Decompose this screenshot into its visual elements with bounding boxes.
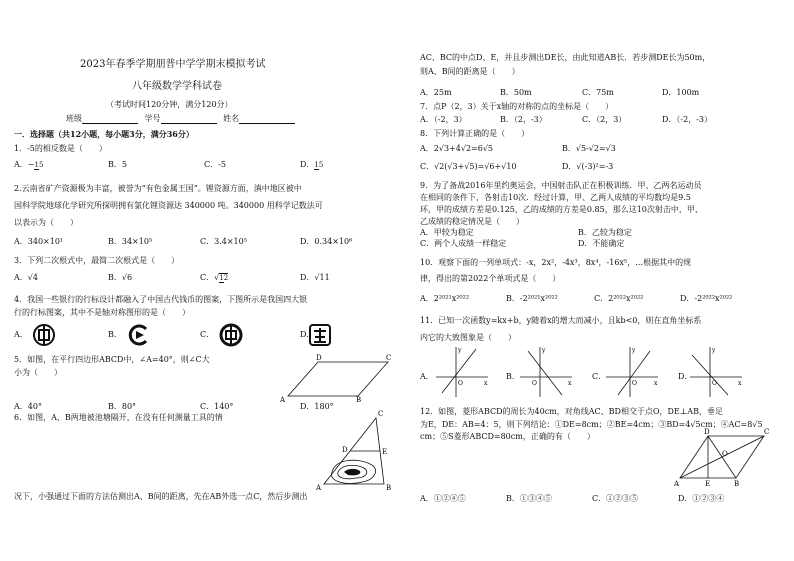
q12-option-d[interactable]: D．①②③④ bbox=[678, 494, 725, 503]
right-column bbox=[412, 0, 792, 561]
svg-text:O: O bbox=[532, 380, 537, 387]
label-a: A bbox=[316, 484, 322, 492]
q3-option-a[interactable]: A．√4 bbox=[14, 273, 38, 282]
q9-option-a[interactable]: A．甲较为稳定 bbox=[420, 228, 474, 237]
abc-logo-icon bbox=[308, 323, 332, 347]
svg-text:O: O bbox=[458, 380, 463, 387]
q4-options bbox=[14, 330, 314, 340]
q6-options bbox=[420, 88, 699, 98]
q8-option-a[interactable]: A．2√3+4√2=6√5 bbox=[420, 144, 494, 153]
q6-stem-line3: AC、BC的中点D、E，并且步测出DE长，由此知道AB长．若步测DE长为50m， bbox=[420, 53, 711, 62]
q1-option-b[interactable]: B．5 bbox=[108, 160, 127, 169]
q1-stem: 1．-5的相反数是（ ） bbox=[14, 144, 107, 153]
svg-text:y: y bbox=[712, 347, 716, 354]
q8-option-b[interactable]: B．√5-√2=√3 bbox=[562, 144, 616, 153]
label-a: A bbox=[280, 396, 286, 404]
q2-option-c[interactable]: C．3.4×10⁵ bbox=[200, 237, 247, 246]
q2-stem-line1: 2.云南省矿产资源极为丰富，被誉为“有色金属王国”。锂资源方面，滇中地区被中 bbox=[14, 184, 302, 193]
svg-text:O: O bbox=[712, 380, 717, 387]
q5-stem-line1: 5．如图，在平行四边形ABCD中，∠A=40°，则∠C大 bbox=[14, 355, 210, 364]
rhombus-figure bbox=[674, 428, 770, 488]
q6-stem-line2: 况下，小强通过下面的方法估测出A、B间的距离，先在AB外选一点C，然后步测出 bbox=[14, 492, 308, 501]
label-e: E bbox=[382, 448, 388, 456]
name-label: 姓名 bbox=[223, 114, 240, 123]
exam-title: 2023年春季学期朋普中学学期末模拟考试 bbox=[80, 59, 266, 70]
q9-stem-line3: 环，甲的成绩方差是0.125，乙的成绩的方差是0.85，那么这10次射击中，甲、 bbox=[420, 205, 703, 214]
q6-stem-line4: 则A、B间的距离是（ ） bbox=[420, 67, 520, 76]
left-column bbox=[14, 0, 394, 561]
q6-option-c[interactable]: C．75m bbox=[582, 88, 614, 97]
q12-option-b[interactable]: B．①③④⑤ bbox=[506, 494, 552, 503]
q4-stem-line1: 4．我国一些银行的行标设计都融入了中国古代钱币的图案，下图所示是我国四大银 bbox=[14, 295, 308, 304]
class-label: 班级 bbox=[66, 114, 82, 123]
q10-stem-line2: 律，得出的第2022个单项式是（ ） bbox=[420, 274, 561, 283]
q2-stem-line2: 国科学院地球化学研究所探明拥有氯化锂资源达 340000 吨。340000 用科学记数法可 bbox=[14, 201, 323, 210]
section-heading: 一．选择题（共12小题，每小题3分，满分36分） bbox=[14, 129, 194, 139]
q4-stem-line2: 行的行标图案，其中不是轴对称图形的是（ ） bbox=[14, 308, 190, 317]
q10-options bbox=[420, 294, 732, 304]
q9-options-row2 bbox=[420, 239, 624, 249]
exam-subtitle: 八年级数学学科试卷 bbox=[132, 81, 222, 92]
label-b: B bbox=[734, 480, 740, 488]
q10-option-b[interactable]: B．-2²⁰²¹x²⁰²² bbox=[506, 294, 558, 303]
ccb-logo-icon bbox=[126, 323, 150, 347]
q4-option-a[interactable]: A． bbox=[14, 330, 28, 339]
label-d: D bbox=[704, 428, 710, 436]
q6-option-a[interactable]: A．25m bbox=[420, 88, 452, 97]
svg-text:x: x bbox=[484, 380, 488, 387]
q11-stem-line1: 11．已知一次函数y=kx+b，y随着x的增大而减小，且kb<0，则在直角坐标系 bbox=[420, 316, 702, 325]
q2-option-d[interactable]: D．0.34×10⁶ bbox=[300, 237, 353, 246]
q12-stem-line2: 为E，DE：AB=4：5，则下列结论：①DE=8cm；②BE=4cm；③BD=4√5cm；④AC=8√5 bbox=[420, 420, 763, 429]
q6-option-d[interactable]: D．100m bbox=[662, 88, 700, 97]
q3-option-d[interactable]: D．√11 bbox=[300, 273, 330, 282]
q5-option-b[interactable]: B．80° bbox=[108, 402, 137, 411]
q8-option-c[interactable]: C．√2(√3+√5)=√6+√10 bbox=[420, 162, 517, 171]
q1-options bbox=[14, 160, 323, 170]
q9-stem-line4: 乙成绩的稳定情况是（ ） bbox=[420, 217, 524, 226]
q9-stem-line1: 9．为了备战2016年里约奥运会，中国射击队正在积极训练．甲、乙两名运动员 bbox=[420, 181, 702, 190]
q9-stem-line2: 在相同的条件下，各射击10次．经过计算，甲、乙两人成绩的平均数均是9.5 bbox=[420, 193, 691, 202]
q9-option-c[interactable]: C．两个人成绩一样稳定 bbox=[420, 239, 507, 248]
q12-options bbox=[420, 494, 724, 504]
q9-option-d[interactable]: D．不能确定 bbox=[578, 239, 625, 248]
q2-option-b[interactable]: B．34×10⁵ bbox=[108, 237, 153, 246]
svg-text:x: x bbox=[568, 380, 572, 387]
q11-option-a[interactable]: A． bbox=[420, 372, 434, 381]
q5-option-a[interactable]: A．40° bbox=[14, 402, 42, 411]
class-blank[interactable] bbox=[82, 115, 138, 124]
q11-graph-a bbox=[434, 345, 490, 399]
q12-stem-line1: 12．如图，菱形ABCD的周长为40cm，对角线AC、BD相交于点O，DE⊥AB，垂足 bbox=[420, 407, 723, 416]
q6-option-b[interactable]: B．50m bbox=[500, 88, 532, 97]
q8-options-row1 bbox=[420, 144, 616, 154]
q2-options bbox=[14, 237, 352, 247]
q3-options bbox=[14, 273, 330, 283]
q10-option-c[interactable]: C．2²⁰²²x²⁰²² bbox=[594, 294, 644, 303]
svg-text:y: y bbox=[632, 347, 636, 354]
q5-option-c[interactable]: C．140° bbox=[200, 402, 234, 411]
q11-graph-b bbox=[518, 345, 574, 399]
number-label: 学号 bbox=[144, 114, 161, 123]
q9-option-b[interactable]: B．乙较为稳定 bbox=[578, 228, 632, 237]
q4-option-c[interactable]: C． bbox=[200, 330, 215, 339]
q10-option-d[interactable]: D．-2²⁰²²x²⁰²² bbox=[680, 294, 733, 303]
q12-option-a[interactable]: A．①②④⑤ bbox=[420, 494, 466, 503]
label-b: B bbox=[386, 484, 392, 492]
q6-stem-line1: 6．如图，A、B两地被池塘隔开，在没有任何测量工具的情 bbox=[14, 413, 223, 422]
icbc-logo-icon bbox=[32, 323, 56, 347]
svg-text:O: O bbox=[632, 380, 637, 387]
q7-option-b[interactable]: B．（2，-3） bbox=[500, 115, 547, 124]
q11-option-b[interactable]: B． bbox=[506, 372, 520, 381]
exam-info: （考试时间120分钟，满分120分） bbox=[106, 100, 233, 109]
q5-option-d[interactable]: D．180° bbox=[300, 402, 334, 411]
q11-graph-d bbox=[688, 345, 744, 399]
q11-option-c[interactable]: C． bbox=[592, 372, 607, 381]
q3-option-b[interactable]: B．√6 bbox=[108, 273, 133, 282]
q11-graph-c bbox=[604, 345, 660, 399]
svg-text:y: y bbox=[542, 347, 546, 354]
number-blank[interactable] bbox=[161, 115, 217, 124]
q1-option-a[interactable]: A．−15 bbox=[14, 160, 44, 169]
name-blank[interactable] bbox=[239, 115, 295, 124]
q9-options-row1 bbox=[420, 228, 632, 238]
svg-text:y: y bbox=[458, 347, 462, 354]
q8-stem: 8．下列计算正确的是（ ） bbox=[420, 129, 530, 138]
label-c: C bbox=[764, 428, 770, 436]
q10-stem-line1: 10．观察下面的一列单项式：-x，2x²，-4x³，8x⁴，-16x⁵，…根据其中的规 bbox=[420, 258, 692, 267]
q1-option-c[interactable]: C．-5 bbox=[204, 160, 226, 169]
q1-option-d[interactable]: D．15 bbox=[300, 160, 324, 169]
label-a: A bbox=[674, 480, 680, 488]
label-d: D bbox=[342, 446, 348, 454]
q8-options-row2 bbox=[420, 162, 613, 172]
label-c: C bbox=[378, 410, 384, 418]
label-o: O bbox=[722, 450, 728, 458]
q7-option-a[interactable]: A．（-2，3） bbox=[420, 115, 467, 124]
parallelogram-figure bbox=[278, 354, 392, 404]
q11-option-d[interactable]: D． bbox=[678, 372, 693, 381]
student-info-row bbox=[66, 114, 295, 124]
label-c: C bbox=[386, 354, 392, 362]
svg-text:x: x bbox=[738, 380, 742, 387]
q7-options bbox=[420, 115, 712, 125]
q12-option-c[interactable]: C．①②③⑤ bbox=[592, 494, 639, 503]
q12-stem-line3: cm；⑤S菱形ABCD=80cm，正确的有（ ） bbox=[420, 432, 595, 441]
q7-stem: 7．点P（2，3）关于x轴的对称的点的坐标是（ ） bbox=[420, 102, 614, 111]
q11-stem-line2: 内它的大致图象是（ ） bbox=[420, 333, 516, 342]
q4-option-d[interactable]: D． bbox=[300, 330, 315, 339]
label-e: E bbox=[705, 480, 711, 488]
q10-option-a[interactable]: A．2²⁰²¹x²⁰²² bbox=[420, 294, 470, 303]
label-b: B bbox=[356, 396, 362, 404]
svg-text:x: x bbox=[654, 380, 658, 387]
q7-option-d[interactable]: D．（-2，-3） bbox=[662, 115, 712, 124]
q2-stem-line3: 以表示为（ ） bbox=[14, 218, 78, 227]
boc-logo-icon bbox=[219, 323, 243, 347]
q3-stem: 3．下列二次根式中，最简二次根式是（ ） bbox=[14, 256, 180, 265]
q8-option-d[interactable]: D．√(-3)²=-3 bbox=[562, 162, 614, 171]
q5-options bbox=[14, 402, 334, 412]
q2-option-a[interactable]: A．340×10¹ bbox=[14, 237, 64, 246]
q3-option-c[interactable]: C．√12 bbox=[200, 273, 229, 282]
label-d: D bbox=[316, 354, 322, 362]
q5-stem-line2: 小为（ ） bbox=[14, 368, 62, 377]
pond-figure bbox=[314, 410, 394, 492]
q7-option-c[interactable]: C．（2，3） bbox=[582, 115, 627, 124]
q4-option-b[interactable]: B． bbox=[108, 330, 122, 339]
